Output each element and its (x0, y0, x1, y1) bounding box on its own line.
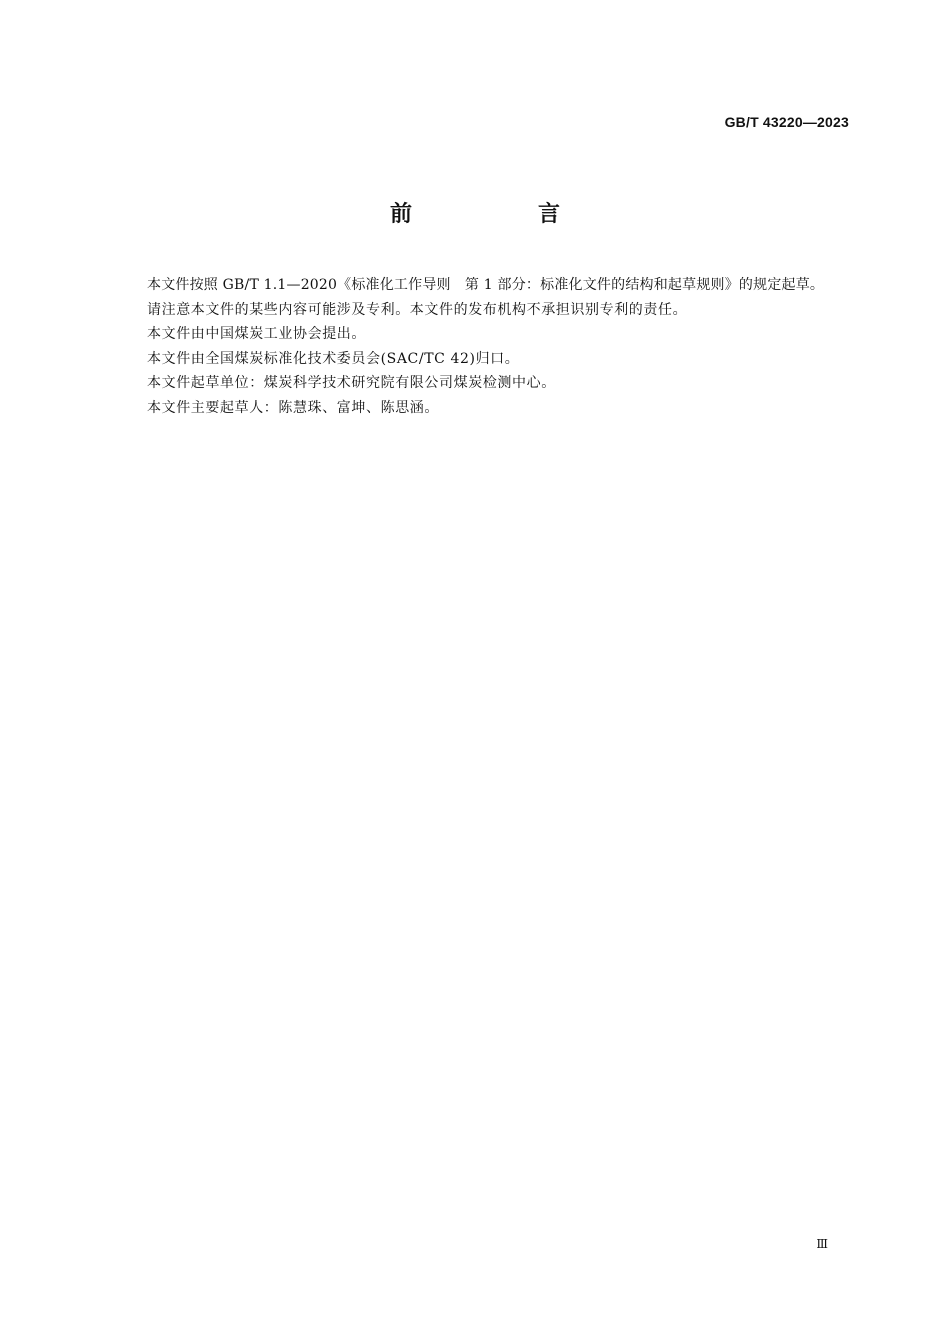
paragraph-proposer: 本文件由中国煤炭工业协会提出。 (147, 326, 366, 342)
paragraph-drafting-organization: 本文件起草单位：煤炭科学技术研究院有限公司煤炭检测中心。 (147, 375, 556, 391)
page-title: 前 言 (389, 202, 612, 227)
paragraph-drafting-rules: 本文件按照 GB/T 1.1—2020《标准化工作导则 第 1 部分：标准化文件的结构和起草规则》的规定起草。 (147, 277, 825, 293)
paragraph-technical-committee: 本文件由全国煤炭标准化技术委员会(SAC/TC 42)归口。 (147, 350, 520, 367)
paragraph-patent-notice: 请注意本文件的某些内容可能涉及专利。本文件的发布机构不承担识别专利的责任。 (147, 301, 688, 318)
foreword-body (117, 273, 851, 420)
page-number: Ⅲ (816, 1237, 828, 1251)
paragraph-drafters: 本文件主要起草人：陈慧珠、富坤、陈思涵。 (147, 399, 439, 416)
standard-number: GB/T 43220—2023 (724, 114, 849, 130)
